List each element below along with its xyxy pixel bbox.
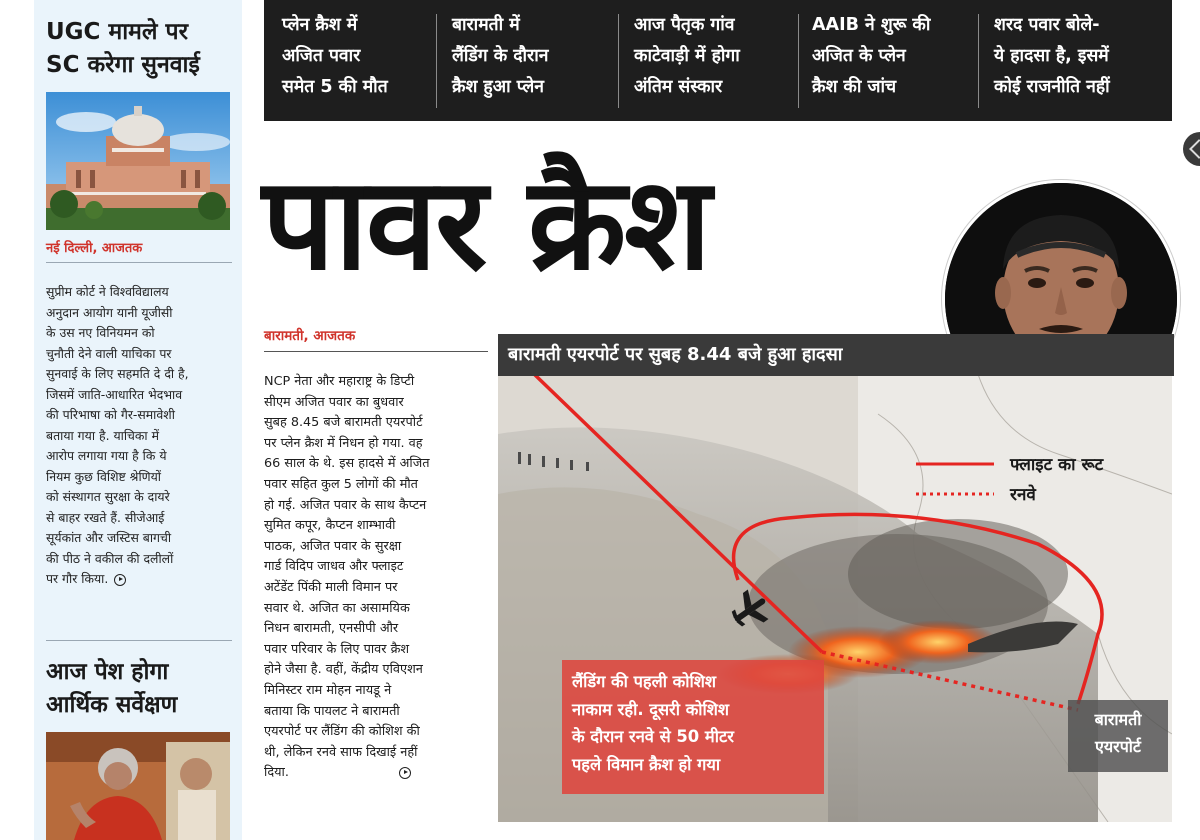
finance-minister-photo[interactable] (46, 732, 230, 840)
body-line: NCP नेता और महाराष्ट्र के डिप्टी (264, 374, 415, 389)
sidebar-story1-body (46, 282, 232, 590)
body-line: पर प्लेन क्रैश में निधन हो गया. वह (264, 435, 423, 451)
body-line: पवार सहित कुल 5 लोगों की मौत (264, 476, 418, 492)
sidebar-story1-title-line1: UGC मामले पर (46, 19, 188, 45)
body-line: सूर्यकांत और जस्टिस बागची (46, 530, 172, 545)
body-line-last (264, 763, 480, 784)
article-dateline: बारामती, आजतक (264, 328, 356, 344)
airport-label (1068, 700, 1168, 772)
carousel-prev-button[interactable] (1183, 132, 1200, 166)
body-line: सीएम अजित पवार का बुधवार (264, 394, 404, 410)
strip-line: आज पैतृक गांव (634, 15, 735, 35)
strip-line: शरद पवार बोले- (994, 15, 1100, 35)
strip-divider (798, 14, 799, 108)
strip-divider (436, 14, 437, 108)
sidebar-story2-title-line1: आज पेश होगा (46, 659, 169, 685)
photo-caption: बारामती एयरपोर्ट पर सुबह 8.44 बजे हुआ हादसा (508, 344, 843, 365)
body-line: की परिभाषा को गैर-समावेशी (46, 407, 175, 422)
body-line: सुप्रीम कोर्ट ने विश्वविद्यालय (46, 284, 169, 299)
body-line: जिसमें जाति-आधारित भेदभाव (46, 386, 183, 402)
sidebar-story1-title-line2: SC करेगा सुनवाई (46, 52, 200, 78)
sidebar-divider (46, 640, 232, 641)
strip-line: अजित के प्लेन (812, 46, 906, 66)
body-line: निधन बारामती, एनसीपी और (264, 621, 399, 637)
body-line-last (46, 569, 232, 590)
body-line: सुबह 8.45 बजे बारामती एयरपोर्ट (264, 415, 423, 431)
strip-line: लैंडिंग के दौरान (452, 46, 549, 66)
body-line: एयरपोर्ट पर लैंडिंग की कोशिश की (264, 724, 420, 740)
strip-item-2[interactable] (452, 10, 548, 103)
body-line: हो गई. अजित पवार के साथ कैप्टन (264, 497, 427, 513)
read-more-icon[interactable] (114, 574, 126, 586)
legend-flight-route: फ्लाइट का रूट (1010, 455, 1104, 475)
strip-line: काटेवाड़ी में होगा (634, 46, 740, 66)
main-headline: पावर क्रैश (262, 150, 710, 299)
strip-line: बारामती में (452, 15, 520, 35)
airport-label-line: एयरपोर्ट (1095, 737, 1141, 756)
body-line: चुनौती देने वाली याचिका पर (46, 345, 172, 361)
body-line: को संस्थागत सुरक्षा के दायरे (46, 489, 170, 504)
strip-line: अंतिम संस्कार (634, 77, 723, 97)
body-line: मिनिस्टर राम मोहन नायडू ने (264, 682, 392, 698)
strip-line: ये हादसा है, इसमें (994, 46, 1109, 66)
sidebar-story2-title-line2: आर्थिक सर्वेक्षण (46, 692, 178, 718)
supreme-court-photo[interactable] (46, 92, 230, 230)
sidebar-divider (46, 262, 232, 263)
body-line: सुमित कपूर, कैप्टन शाम्भावी (264, 518, 396, 534)
callout-line: पहले विमान क्रैश हो गया (572, 754, 721, 774)
callout-line: नाकाम रही. दूसरी कोशिश (572, 699, 730, 719)
strip-line: समेत 5 की मौत (282, 77, 388, 97)
strip-line: क्रैश की जांच (812, 77, 897, 97)
sidebar-story1-title[interactable] (46, 16, 236, 82)
callout-line: लैंडिंग की पहली कोशिश (572, 672, 717, 691)
strip-item-3[interactable] (634, 10, 740, 103)
left-sidebar (34, 0, 242, 840)
strip-divider (618, 14, 619, 108)
read-more-icon[interactable] (399, 767, 411, 779)
body-line: थी, लेकिन रनवे साफ दिखाई नहीं (264, 744, 418, 760)
body-line: के उस नए विनियमन को (46, 325, 155, 340)
sidebar-story2-title[interactable] (46, 656, 236, 722)
legend-runway: रनवे (1010, 485, 1036, 505)
body-line: बताया गया है. याचिका में (46, 427, 159, 443)
strip-line: AAIB ने शुरू की (812, 15, 931, 35)
strip-item-5[interactable] (994, 10, 1110, 103)
strip-line: अजित पवार (282, 46, 361, 66)
body-line: बताया कि पायलट ने बारामती (264, 703, 400, 719)
body-line: की पीठ ने वकील की दलीलों (46, 550, 174, 566)
body-line: होने जैसा है. वहीं, केंद्रीय एविएशन (264, 662, 423, 678)
body-line: अटेंडेंट पिंकी माली विमान पर (264, 579, 398, 595)
strip-line: क्रैश हुआ प्लेन (452, 77, 544, 97)
body-line: से बाहर रखते हैं. सीजेआई (46, 509, 165, 525)
strip-item-4[interactable] (812, 10, 930, 103)
body-line: पाठक, अजित पवार के सुरक्षा (264, 538, 402, 554)
crash-callout (562, 660, 824, 794)
sidebar-story1-dateline: नई दिल्ली, आजतक (46, 241, 143, 256)
airport-label-line: बारामती (1094, 710, 1142, 729)
body-line: सवार थे. अजित का असामयिक (264, 600, 410, 616)
body-line: गार्ड विदिप जाधव और फ्लाइट (264, 559, 404, 575)
strip-divider (978, 14, 979, 108)
body-line: पवार परिवार के लिए पावर क्रैश (264, 641, 410, 657)
article-divider (264, 351, 488, 352)
body-line-text: दिया. (264, 765, 289, 781)
body-line: आरोप लगाया गया है कि ये (46, 448, 167, 463)
strip-item-1[interactable] (282, 10, 388, 103)
body-line-text: पर गौर किया. (46, 571, 109, 586)
callout-line: के दौरान रनवे से 50 मीटर (572, 727, 734, 746)
strip-line: प्लेन क्रैश में (282, 15, 358, 35)
article-body (264, 372, 480, 784)
body-line: सुनवाई के लिए सहमति दे दी है, (46, 366, 189, 381)
body-line: नियम कुछ विशिष्ट श्रेणियों (46, 468, 162, 484)
body-line: 66 साल के थे. इस हादसे में अजित (264, 456, 430, 472)
strip-line: कोई राजनीति नहीं (994, 77, 1110, 97)
body-line: अनुदान आयोग यानी यूजीसी (46, 304, 173, 320)
